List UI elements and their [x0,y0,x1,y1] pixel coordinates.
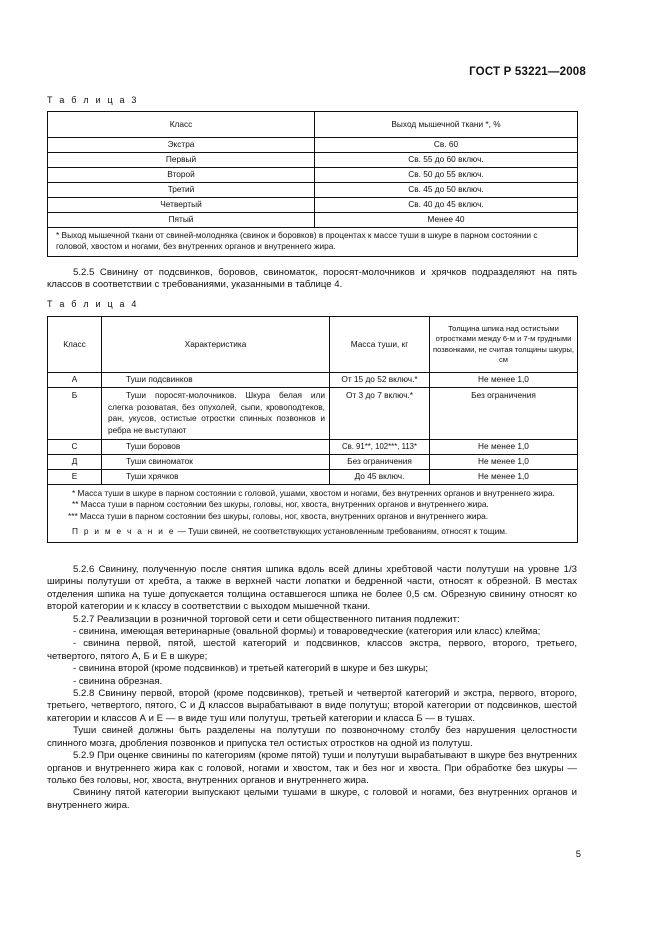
paragraph-5-2-7: 5.2.7 Реализации в розничной торговой сети и сети общественного питания подлежит: [73,613,460,625]
paragraph-5-2-9-b: Свинину пятой категории выпускают целыми тушами в шкуре, с головой и ногами, без внутренних органов и внутреннего жира. [47,787,577,811]
table3-header-yield: Выход мышечной ткани *, % [315,112,578,138]
body-text [47,564,577,812]
table4-footnote-1: * Масса туши в шкуре в парном состоянии с головой, ушами, хвостом и ногами, без внутренних органов и внутреннего жира. [72,488,555,498]
table4-cell: От 3 до 7 включ.* [330,388,430,440]
table3-caption: Т а б л и ц а 3 [47,95,139,105]
table-row [48,183,578,198]
table4-cell: До 45 включ. [330,470,430,485]
table3 [47,111,578,257]
table4-cell: Туши боровов [102,440,330,455]
table-row [48,440,578,455]
table4-header-characteristic: Характеристика [102,317,330,373]
table4-footnote-3: *** Масса туши в парном состоянии без шкуры, головы, ног, хвоста, внутренних органов и внутреннего жира. [68,510,489,521]
table3-cell: Св. 40 до 45 включ. [315,198,578,213]
paragraph-5-2-5 [47,267,577,292]
table4-footnotes [48,485,578,543]
paragraph-5-2-9: 5.2.9 При оценке свинины по категориям (кроме пятой) туши и полутуши вырабатывают в шкуре без внутренних органов и внутреннего жира как с головой, ногами и хвостом, так и без ног и хвоста. При обработке без шкуры — только без головы, ног, хвоста, внутренних органов и внутреннего жира. [47,750,577,786]
table4-cell: С [48,440,102,455]
paragraph-5-2-8-b: Туши свиней должны быть разделены на полутуши по позвоночному столбу без нарушения целостности спинного мозга, дробления позвонков и припуска тел остистых отростков на одной из полутуш. [47,725,577,749]
table3-cell: Третий [48,183,315,198]
table-row [48,213,578,228]
table4-cell: Д [48,455,102,470]
table4-note-text: — Туши свиней, не соответствующих установленным требованиям, относят к тощим. [175,526,508,537]
table-row [48,198,578,213]
table3-cell: Экстра [48,138,315,153]
list-item: - свинина второй (кроме подсвинков) и третьей категорий в шкуре и без шкуры; [73,663,428,675]
table4-cell: Без ограничения [330,455,430,470]
table3-header-class: Класс [48,112,315,138]
table4-note-label: П р и м е ч а н и е [72,526,176,537]
table-row [48,470,578,485]
table4-cell: От 15 до 52 включ.* [330,373,430,388]
table4-header-mass: Масса туши, кг [330,317,430,373]
table4-cell: А [48,373,102,388]
table3-cell: Второй [48,168,315,183]
table4-cell: Св. 91**, 102***, 113* [330,440,430,455]
paragraph-5-2-8: 5.2.8 Свинину первой, второй (кроме подсвинков), третьей и четвертой категорий и экстра, первого, второго, третьего, четвертого, пятого, С и Д классов вырабатывают в виде полутуш; второй категории от подсвинков, шестой категории и классов А и Е — в виде туш или полутуш, третьей категории и класса Б — в тушах. [47,688,577,724]
table4-cell: Туши хрячков [102,470,330,485]
list-item: - свинина, имеющая ветеринарные (овальной формы) и товароведческие (категория или класс) клейма; [73,626,541,638]
table4-cell: Не менее 1,0 [430,455,578,470]
table4-cell: Без ограничения [430,388,578,440]
table4-cell: Не менее 1,0 [430,440,578,455]
table4-cell: Б [48,388,102,440]
table4-cell: Е [48,470,102,485]
paragraph-5-2-6: 5.2.6 Свинину, полученную после снятия шпика вдоль всей длины хребтовой части полутуши на уровне 1/3 ширины полутуши от хребта, а также в верхней части лопатки и бедренной части, относят к обрезной. В местах отделения шпика на туше допускается толщина оставшегося шпика не более 0,5 см. Обрезную свинину относят ко второй категории и к классу в соответствии с выходом мышечной ткани. [47,564,577,613]
table3-footnote: * Выход мышечной ткани от свиней-молодняка (свинок и боровков) в процентах к массе туши в шкуре в парном состоянии с головой, хвостом и ногами, без внутренних органов и внутреннего жира. [48,228,578,257]
list-item: - свинина обрезная. [73,675,163,687]
standard-header: ГОСТ Р 53221—2008 [469,66,586,78]
table3-cell: Первый [48,153,315,168]
table4-header-class: Класс [48,317,102,373]
table4-header-fat: Толщина шпика над остистыми отростками между 6-м и 7-м грудными позвонками, не считая толщины шкуры, см [430,317,578,373]
table4-cell: Туши поросят-молочников. Шкура белая или слегка розоватая, без опухолей, сыпи, кровоподтеков, ран, укусов, остистые отростки спинных позвонков и ребра не выступают [102,388,330,440]
table4-caption: Т а б л и ц а 4 [47,299,139,309]
table4-note [56,526,569,537]
page-number: 5 [575,849,581,860]
table4-footnote-2: ** Масса туши в парном состоянии без шкуры, головы, ног, хвоста, внутренних органов и внутреннего жира. [72,499,489,510]
table3-cell: Четвертый [48,198,315,213]
table3-cell: Пятый [48,213,315,228]
table-row [48,455,578,470]
paragraph-text: 5.2.5 Свинину от подсвинков, боровов, свиноматок, поросят-молочников и хрячков подразделяют на пять классов в соответствии с требованиями, указанными в таблице 4. [47,267,577,291]
table-row [48,388,578,440]
table3-cell: Св. 55 до 60 включ. [315,153,578,168]
table3-cell: Менее 40 [315,213,578,228]
table-row [48,138,578,153]
table3-cell: Св. 60 [315,138,578,153]
table3-cell: Св. 50 до 55 включ. [315,168,578,183]
table4 [47,316,578,543]
table-row [48,153,578,168]
table-row [48,373,578,388]
table4-cell: Туши свиноматок [102,455,330,470]
table3-cell: Св. 45 до 50 включ. [315,183,578,198]
table4-cell: Не менее 1,0 [430,470,578,485]
list-item: - свинина первой, пятой, шестой категорий и подсвинков, классов экстра, первого, второго, третьего, четвертого, пятого А, Б и Е в шкуре; [47,638,577,662]
table4-cell: Не менее 1,0 [430,373,578,388]
table-row [48,168,578,183]
table4-cell: Туши подсвинков [102,373,330,388]
